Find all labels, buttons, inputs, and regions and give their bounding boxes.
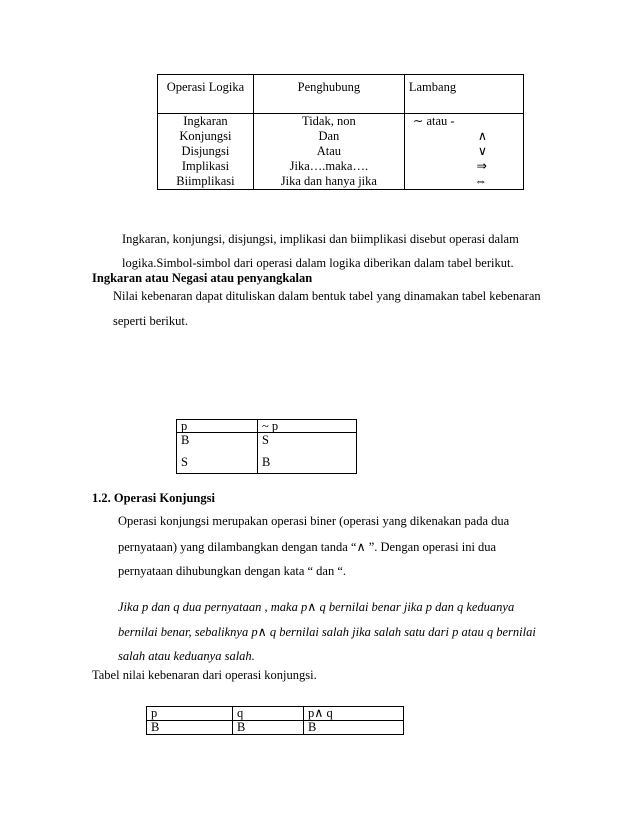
table-cell: Jika….maka….: [253, 159, 404, 174]
table-row: [177, 451, 357, 474]
table-cell: B: [233, 721, 304, 735]
header-cell: q: [233, 707, 304, 721]
table-cell: Jika dan hanya jika: [253, 174, 404, 190]
negation-heading: Ingkaran atau Negasi atau penyangkalan: [92, 271, 313, 285]
conjunction-truth-table: [146, 706, 404, 735]
logic-operations-table: [157, 74, 524, 190]
header-cell: Lambang: [404, 75, 523, 114]
table-header-row: [147, 707, 404, 721]
table-cell: B: [177, 433, 258, 452]
table-row: [158, 114, 524, 130]
table-row: [158, 129, 524, 144]
intro-line-1: Ingkaran, konjungsi, disjungsi, implikasi dan biimplikasi disebut operasi dalam: [122, 232, 519, 246]
header-cell: p: [177, 420, 258, 433]
table-cell: Atau: [253, 144, 404, 159]
table-cell: ⇒: [404, 159, 523, 174]
table-cell: ∧: [404, 129, 523, 144]
table-cell: S: [177, 451, 258, 474]
conjunction-line-1: Operasi konjungsi merupakan operasi biner (operasi yang dikenakan pada dua: [118, 514, 510, 528]
conjunction-definition-3: salah atau keduanya salah.: [118, 649, 255, 663]
header-cell: Operasi Logika: [158, 75, 254, 114]
table-cell: Tidak, non: [253, 114, 404, 130]
conjunction-line-2: pernyataan) yang dilambangkan dengan tanda “∧ ”. Dengan operasi ini dua: [118, 540, 497, 554]
table-row: [158, 174, 524, 190]
table-cell: ⇔: [404, 174, 523, 190]
table-cell: Implikasi: [158, 159, 254, 174]
negation-line-1: Nilai kebenaran dapat dituliskan dalam bentuk tabel yang dinamakan tabel kebenaran: [113, 289, 541, 303]
header-cell: ~ p: [258, 420, 357, 433]
conjunction-definition-1: Jika p dan q dua pernyataan , maka p∧ q bernilai benar jika p dan q keduanya: [118, 600, 515, 614]
conjunction-table-caption: Tabel nilai kebenaran dari operasi konjungsi.: [92, 668, 317, 682]
table-header-row: [158, 75, 524, 114]
conjunction-definition-2: bernilai benar, sebaliknya p∧ q bernilai salah jika salah satu dari p atau q bernilai: [118, 625, 536, 639]
intro-line-2: logika.Simbol-simbol dari operasi dalam logika diberikan dalam tabel berikut.: [122, 256, 514, 270]
conjunction-heading: 1.2. Operasi Konjungsi: [92, 491, 215, 505]
table-cell: ∼ atau -: [404, 114, 523, 130]
table-cell: B: [147, 721, 233, 735]
header-cell: Penghubung: [253, 75, 404, 114]
table-row: [177, 433, 357, 452]
table-row: [147, 721, 404, 735]
table-cell: Ingkaran: [158, 114, 254, 130]
table-cell: Disjungsi: [158, 144, 254, 159]
table-cell: B: [304, 721, 404, 735]
table-row: [158, 144, 524, 159]
table-cell: Biimplikasi: [158, 174, 254, 190]
table-row: [158, 159, 524, 174]
negation-line-2: seperti berikut.: [113, 314, 188, 328]
table-cell: B: [258, 451, 357, 474]
negation-truth-table: [176, 419, 357, 474]
conjunction-line-3: pernyataan dihubungkan dengan kata “ dan “.: [118, 564, 347, 578]
table-cell: S: [258, 433, 357, 452]
table-cell: Konjungsi: [158, 129, 254, 144]
table-cell: Dan: [253, 129, 404, 144]
table-cell: ∨: [404, 144, 523, 159]
header-cell: p∧ q: [304, 707, 404, 721]
table-header-row: [177, 420, 357, 433]
header-cell: p: [147, 707, 233, 721]
